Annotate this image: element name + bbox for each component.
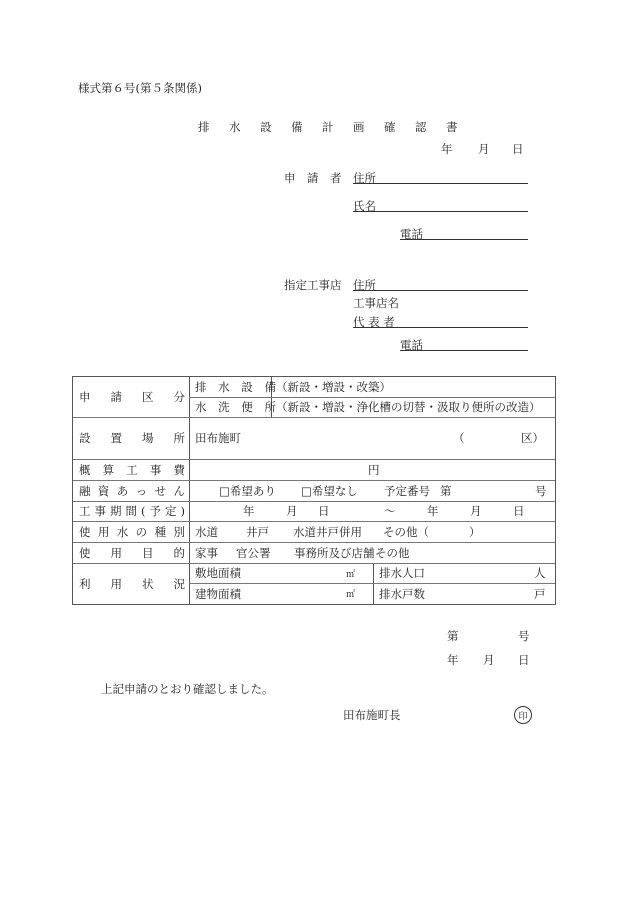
drainage-population-label: 排水人口 xyxy=(379,566,425,580)
row-divider xyxy=(189,583,555,584)
label-char: 概 xyxy=(79,462,91,477)
building-area-unit: ㎡ xyxy=(346,590,356,600)
label-char: 使 xyxy=(79,524,91,539)
year-label: 年 xyxy=(441,142,453,156)
column-divider xyxy=(189,377,190,604)
month-label: 月 xyxy=(478,142,490,156)
label-char: っ xyxy=(135,483,148,498)
label-char: 況 xyxy=(173,576,185,591)
approval-number[interactable] xyxy=(447,628,530,644)
water-type-combined[interactable]: 水道井戸併用 xyxy=(293,524,362,539)
applicant-address-field[interactable] xyxy=(353,183,528,184)
header-date[interactable] xyxy=(441,141,524,157)
title-char: 水 xyxy=(229,120,241,134)
label-char: ( xyxy=(141,504,146,518)
flush-toilet-label: 水 洗 便 所 xyxy=(195,400,280,414)
start-day[interactable]: 日 xyxy=(318,504,330,518)
location-town: 田布施町 xyxy=(195,431,241,445)
label-char: 事 xyxy=(149,462,162,477)
year-label: 年 xyxy=(447,653,459,667)
applicant-name-label: 氏名 xyxy=(353,199,376,213)
form-reference: 様式第６号(第５条関係) xyxy=(78,81,202,95)
number-go: 号 xyxy=(535,483,547,498)
month-label: 月 xyxy=(483,653,495,667)
number-dai: 第 xyxy=(440,483,452,498)
label-char: せ xyxy=(154,483,167,498)
purpose-household[interactable]: 家事 xyxy=(195,545,218,560)
applicant-phone-field[interactable] xyxy=(400,239,528,240)
label-char: 費 xyxy=(173,462,185,477)
label-char: あ xyxy=(116,483,129,498)
label-char: 工 xyxy=(79,504,91,518)
document-title xyxy=(198,119,477,135)
contractor-address-field[interactable] xyxy=(353,290,528,291)
district-open: （ xyxy=(453,431,465,445)
number-go-label: 号 xyxy=(518,629,530,643)
end-year[interactable]: 年 xyxy=(427,504,439,518)
contractor-representative-field[interactable] xyxy=(353,327,528,328)
water-type-well[interactable]: 井戸 xyxy=(246,524,269,539)
number-dai-label: 第 xyxy=(447,629,459,643)
label-char: 利 xyxy=(79,576,91,591)
label-char: 融 xyxy=(79,483,91,498)
row-label-estimated-cost xyxy=(79,459,185,480)
label-char: 使 xyxy=(79,545,91,560)
drainage-population-unit: 人 xyxy=(534,566,546,580)
contractor-shop-name-label: 工事店名 xyxy=(353,296,399,310)
row-label-usage-status xyxy=(79,563,185,604)
row-label-application-type xyxy=(79,377,185,417)
drainage-households-unit: 戸 xyxy=(534,586,546,601)
contractor-phone-field[interactable] xyxy=(400,350,528,351)
title-char: 設 xyxy=(260,120,272,134)
label-char: 資 xyxy=(97,483,110,498)
applicant-address-label: 住所 xyxy=(353,171,376,185)
title-char: 確 xyxy=(384,120,396,134)
label-char: 予 xyxy=(149,504,161,518)
label-char: 所 xyxy=(173,431,185,445)
label-char: 状 xyxy=(142,576,154,591)
title-char: 備 xyxy=(291,120,303,134)
label-char: 場 xyxy=(142,431,154,445)
district-close: 区） xyxy=(521,431,544,445)
label-char: 分 xyxy=(173,390,185,404)
label-char: 定 xyxy=(165,504,177,518)
cost-unit: 円 xyxy=(368,462,380,477)
label-char: 的 xyxy=(173,545,185,560)
flush-toilet-options[interactable]: （新設・増設・浄化槽の切替・汲取り便所の改造） xyxy=(276,400,541,414)
cost-input[interactable] xyxy=(193,461,363,478)
row-label-purpose xyxy=(79,542,185,563)
label-char: 事 xyxy=(94,504,106,518)
day-label: 日 xyxy=(512,142,524,156)
scheduled-number-label: 予定番号 xyxy=(384,483,430,498)
label-char: 種 xyxy=(154,524,167,539)
period-tilde: ～ xyxy=(384,504,396,518)
purpose-government[interactable]: 官公署 xyxy=(236,545,271,560)
water-type-other[interactable]: その他（ xyxy=(383,524,429,539)
applicant-phone-label: 電話 xyxy=(400,227,423,241)
start-month[interactable]: 月 xyxy=(286,504,298,518)
purpose-office-store[interactable]: 事務所及び店舗 xyxy=(294,545,375,560)
drainage-facility-options[interactable]: （新設・増設・改築） xyxy=(276,380,391,394)
label-char: 用 xyxy=(97,524,110,539)
location-input[interactable] xyxy=(197,421,547,455)
label-char: 用 xyxy=(110,545,122,560)
loan-not-desired-checkbox[interactable]: □希望なし xyxy=(301,483,358,498)
site-area-label: 敷地面積 xyxy=(195,566,241,580)
confirmation-text: 上記申請のとおり確認しました。 xyxy=(101,682,274,696)
application-table xyxy=(72,376,556,605)
title-char: 書 xyxy=(446,120,458,134)
end-day[interactable]: 日 xyxy=(513,504,525,518)
row-label-loan xyxy=(79,480,185,501)
label-char: 算 xyxy=(102,462,115,477)
start-year[interactable]: 年 xyxy=(243,504,255,518)
water-type-other-close: ） xyxy=(469,524,481,539)
row-label-location xyxy=(79,417,185,459)
contractor-label: 指定工事店 xyxy=(284,278,342,292)
water-type-waterworks[interactable]: 水道 xyxy=(195,524,218,539)
site-area-unit: ㎡ xyxy=(346,569,356,580)
mayor-title: 田布施町長 xyxy=(343,708,401,722)
loan-desired-checkbox[interactable]: □希望あり xyxy=(219,483,276,498)
row-label-construction-period xyxy=(79,501,185,521)
label-char: の xyxy=(135,524,148,539)
title-char: 排 xyxy=(198,120,210,134)
label-char: 目 xyxy=(142,545,154,560)
label-char: 設 xyxy=(79,431,91,445)
drainage-facility-label: 排 水 設 備 xyxy=(195,380,280,394)
label-char: 請 xyxy=(110,390,122,404)
label-char: 置 xyxy=(110,431,122,445)
drainage-households-label: 排水戸数 xyxy=(379,586,425,601)
row-label-water-type xyxy=(79,521,185,542)
label-char: 間 xyxy=(125,504,137,518)
label-char: 申 xyxy=(79,390,91,404)
label-char: 区 xyxy=(142,390,154,404)
approval-date[interactable] xyxy=(447,652,530,668)
applicant-name-field[interactable] xyxy=(353,211,528,212)
label-char: ) xyxy=(180,504,185,518)
building-area-label: 建物面積 xyxy=(195,586,241,601)
seal-icon: 印 xyxy=(514,706,532,724)
contractor-representative-label: 代 表 者 xyxy=(353,315,395,329)
label-char: 用 xyxy=(110,576,122,591)
label-char: 工 xyxy=(126,462,138,477)
contractor-phone-label: 電話 xyxy=(400,338,423,352)
label-char: 別 xyxy=(173,524,185,539)
label-char: 水 xyxy=(116,524,129,539)
title-char: 認 xyxy=(415,120,427,134)
label-char: 期 xyxy=(110,504,122,518)
day-label: 日 xyxy=(518,653,530,667)
purpose-other[interactable]: その他 xyxy=(375,545,410,560)
contractor-address-label: 住所 xyxy=(353,278,376,292)
label-char: ん xyxy=(173,483,185,498)
end-month[interactable]: 月 xyxy=(470,504,482,518)
title-char: 計 xyxy=(322,120,334,134)
title-char: 画 xyxy=(353,120,365,134)
applicant-label: 申 請 者 xyxy=(284,171,342,185)
